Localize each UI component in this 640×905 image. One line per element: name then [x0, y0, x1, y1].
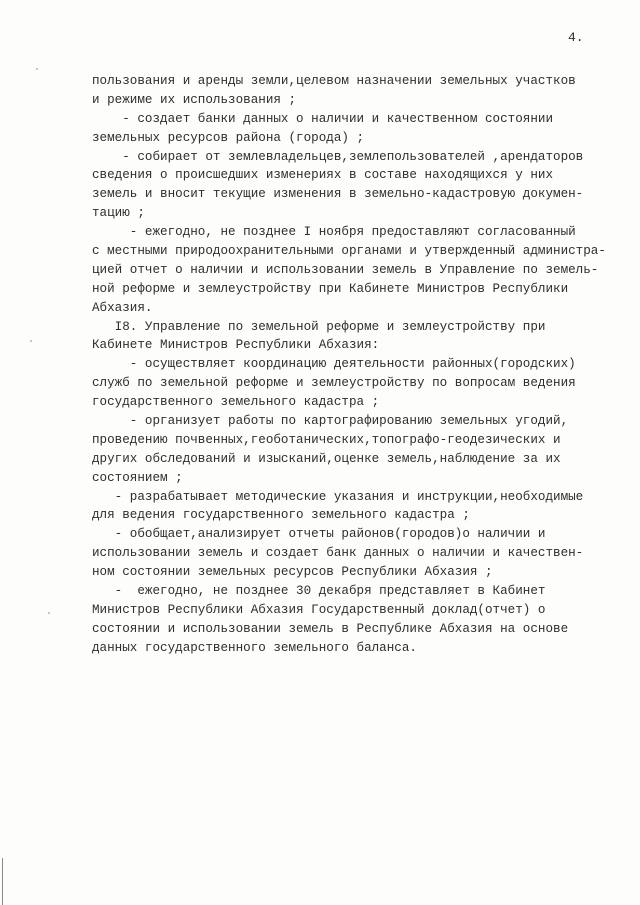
text-line: - создает банки данных о наличии и качественном состоянии: [92, 111, 554, 126]
text-line: - ежегодно, не позднее 30 декабря представляет в Кабинет: [92, 584, 546, 599]
text-line: состоянием ;: [92, 470, 183, 485]
text-line: использовании земель и создает банк данных о наличии и качествен-: [92, 546, 584, 561]
text-line: для ведения государственного земельного кадастра ;: [92, 508, 470, 523]
page-number: 4.: [568, 30, 584, 45]
text-line: ном состоянии земельных ресурсов Республики Абхазия ;: [92, 565, 493, 580]
text-line: пользования и аренды земли,целевом назначении земельных участков: [92, 74, 576, 88]
text-line: - ежегодно, не позднее I ноября предоставляют согласованный: [92, 225, 576, 240]
text-line: с местными природоохранительными органами и утвержденный администра-: [92, 244, 606, 259]
text-line: земельных ресурсов района (города) ;: [92, 130, 365, 145]
text-line: Абхазия.: [92, 300, 153, 315]
text-line: других обследований и изысканий,оценке земель,наблюдение за их: [92, 451, 561, 466]
text-line: - обобщает,анализирует отчеты районов(городов)о наличии и: [92, 527, 546, 542]
scan-speck: [30, 340, 32, 342]
text-line: состоянии и использовании земель в Республике Абхазия на основе: [92, 621, 569, 636]
text-line: и режиме их использования ;: [92, 92, 297, 107]
text-line: земель и вносит текущие изменения в земельно-кадастровую докумен-: [92, 187, 584, 202]
scan-margin-line: [2, 858, 3, 905]
scan-speck: [48, 612, 50, 614]
text-line: ной реформе и землеустройству при Кабинете Министров Республики: [92, 281, 569, 296]
text-line: данных государственного земельного баланса.: [92, 640, 417, 655]
text-line: служб по земельной реформе и землеустройству по вопросам ведения: [92, 376, 576, 391]
text-line: - организует работы по картографированию земельных угодий,: [92, 414, 569, 429]
text-line: государственного земельного кадастра ;: [92, 395, 380, 410]
text-line: цией отчет о наличии и использовании земель в Управление по земель-: [92, 262, 599, 277]
section-heading-line: I8. Управление по земельной реформе и землеустройству при: [92, 319, 546, 334]
text-line: тацию ;: [92, 206, 145, 221]
text-line: - осуществляет координацию деятельности районных(городских): [92, 357, 576, 372]
text-line: сведения о происшедших изменериях в составе находящихся у них: [92, 168, 554, 183]
text-line: - разрабатывает методические указания и инструкции,необходимые: [92, 489, 584, 504]
text-line: - собирает от землевладельцев,землепользователей ,арендаторов: [92, 149, 584, 164]
text-line: Кабинете Министров Республики Абхазия:: [92, 338, 380, 353]
text-line: проведению почвенных,геоботанических,топографо-геодезических и: [92, 432, 561, 447]
document-body: [92, 72, 607, 658]
scan-speck: [36, 68, 38, 70]
text-line: Министров Республики Абхазия Государственный доклад(отчет) о: [92, 602, 546, 617]
